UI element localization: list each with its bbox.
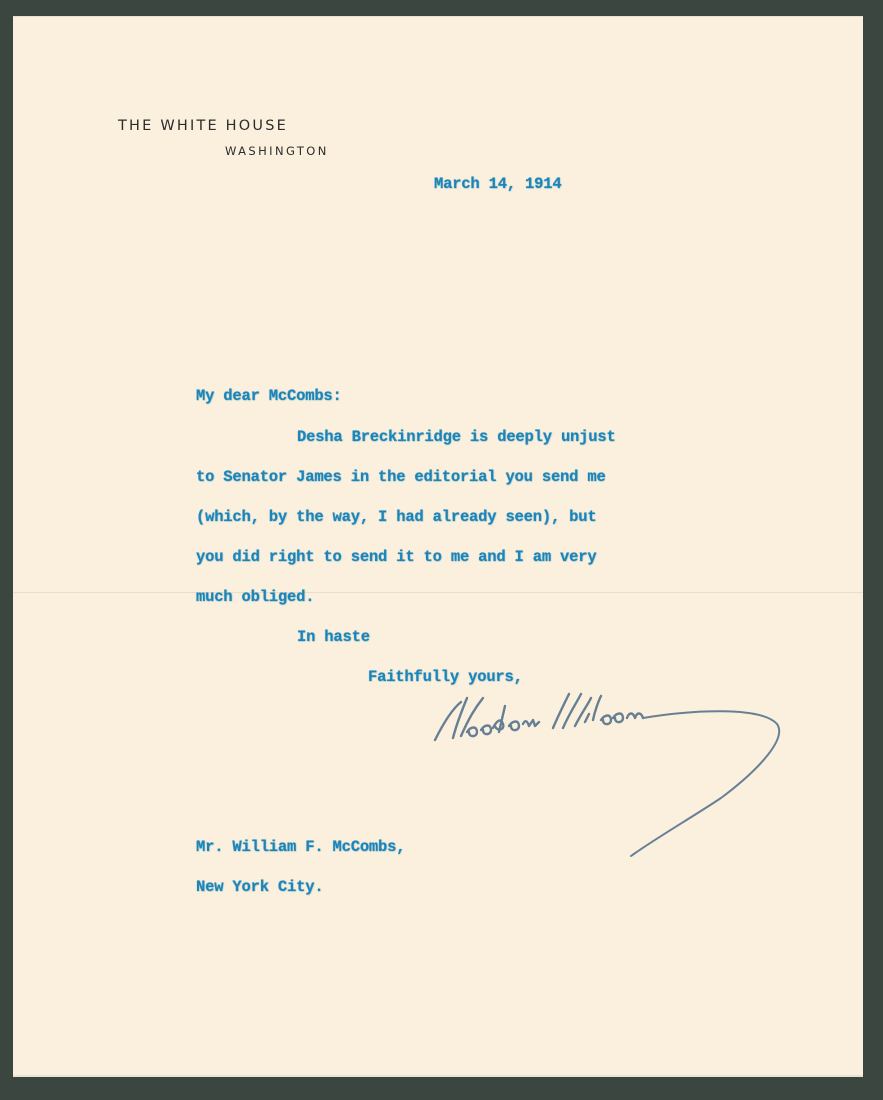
body-line-3: (which, by the way, I had already seen), but xyxy=(196,508,597,526)
body-line-2: to Senator James in the editorial you send me xyxy=(196,468,606,486)
signature xyxy=(431,688,791,878)
body-line-5: much obliged. xyxy=(196,588,315,606)
closing: Faithfully yours, xyxy=(368,668,523,686)
letterhead-city: WASHINGTON xyxy=(225,144,329,158)
salutation: My dear McCombs: xyxy=(196,387,342,405)
recipient-location: New York City. xyxy=(196,878,324,896)
letterhead-title: THE WHITE HOUSE xyxy=(118,118,288,134)
letter-page xyxy=(13,16,863,1077)
letter-date: March 14, 1914 xyxy=(434,175,562,193)
body-line-1: Desha Breckinridge is deeply unjust xyxy=(297,428,616,446)
fold-line xyxy=(13,592,863,593)
postscript: In haste xyxy=(297,628,370,646)
body-line-4: you did right to send it to me and I am very xyxy=(196,548,597,566)
recipient-name: Mr. William F. McCombs, xyxy=(196,838,406,856)
